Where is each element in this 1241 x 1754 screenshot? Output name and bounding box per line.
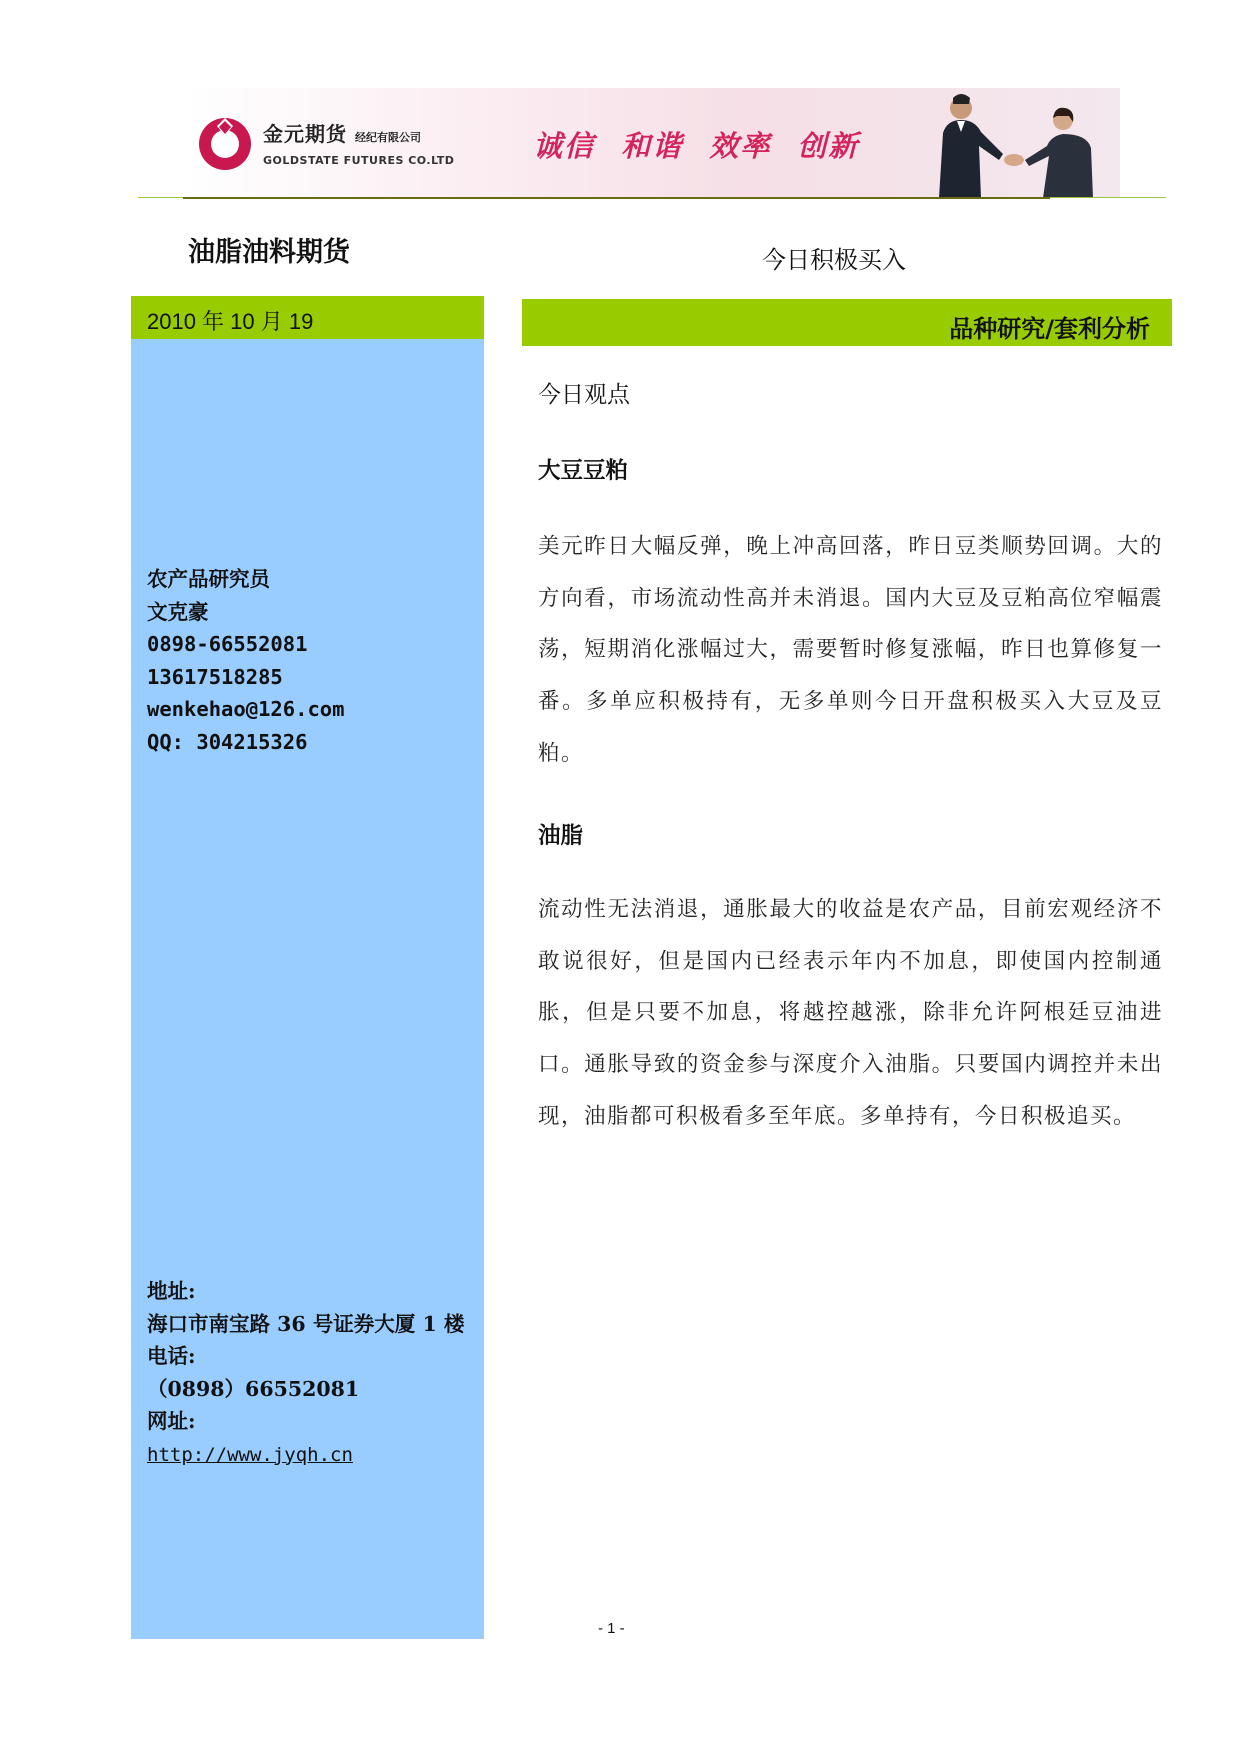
date-bar (131, 296, 484, 339)
soy-paragraph: 美元昨日大幅反弹，晚上冲高回落，昨日豆类顺势回调。大的方向看，市场流动性高并未消退。国内大豆及豆粕高位窄幅震荡，短期消化涨幅过大，需要暂时修复涨幅，昨日也算修复一番。多单应积极持有，无多单则今日开盘积极买入大豆及豆粕。 (538, 534, 1163, 766)
analyst-mobile: 13617518285 (147, 664, 283, 689)
analyst-role: 农产品研究员 (147, 567, 270, 591)
header-rule-right (1050, 197, 1166, 198)
company-name-suffix: 经纪有限公司 (355, 131, 421, 144)
company-address-block (147, 1275, 464, 1471)
handshake-illustration-icon (903, 88, 1120, 198)
report-date: 2010 年 10 月 19 (147, 309, 314, 334)
address-label: 地址: (147, 1279, 196, 1303)
address-value: 海口市南宝路 36 号证券大厦 1 楼 (147, 1311, 465, 1336)
oil-paragraph: 流动性无法消退，通胀最大的收益是农产品，目前宏观经济不敢说很好，但是国内已经表示年内不加息，即使国内控制通胀，但是只要不加息，将越控越涨，除非允许阿根廷豆油进口。通胀导致的资金参与深度介入油脂。只要国内调控并未出现，油脂都可积极看多至年底。多单持有，今日积极追买。 (538, 897, 1163, 1129)
analyst-qq: QQ: 304215326 (147, 729, 308, 754)
analyst-phone: 0898-66552081 (147, 632, 308, 656)
company-logo-icon (197, 114, 253, 172)
analyst-email: wenkehao@126.com (147, 697, 345, 721)
company-name-cn: 金元期货 经纪有限公司 (263, 122, 421, 146)
document-headline: 今日积极买入 (762, 246, 906, 274)
web-label: 网址: (147, 1409, 196, 1433)
header-rule (183, 197, 1050, 199)
header-banner (183, 88, 1120, 198)
oil-heading: 油脂 (538, 823, 584, 849)
website-link[interactable]: http://www.jyqh.cn (147, 1443, 353, 1466)
tel-value: （0898）66552081 (147, 1376, 360, 1401)
company-name-en: GOLDSTATE FUTURES CO.LTD (263, 154, 455, 167)
company-slogan: 诚信 和谐 效率 创新 (533, 129, 860, 163)
section-label: 品种研究/套利分析 (949, 315, 1150, 343)
page-number: - 1 - (598, 1620, 625, 1637)
analyst-contact (147, 563, 344, 758)
document-category: 油脂油料期货 (188, 237, 350, 268)
analyst-name: 文克豪 (147, 599, 209, 624)
header-rule-left (138, 197, 183, 198)
tel-label: 电话: (147, 1344, 196, 1368)
section-bar (522, 299, 1172, 346)
soy-heading: 大豆豆粕 (538, 458, 629, 484)
view-heading: 今日观点 (538, 382, 630, 408)
